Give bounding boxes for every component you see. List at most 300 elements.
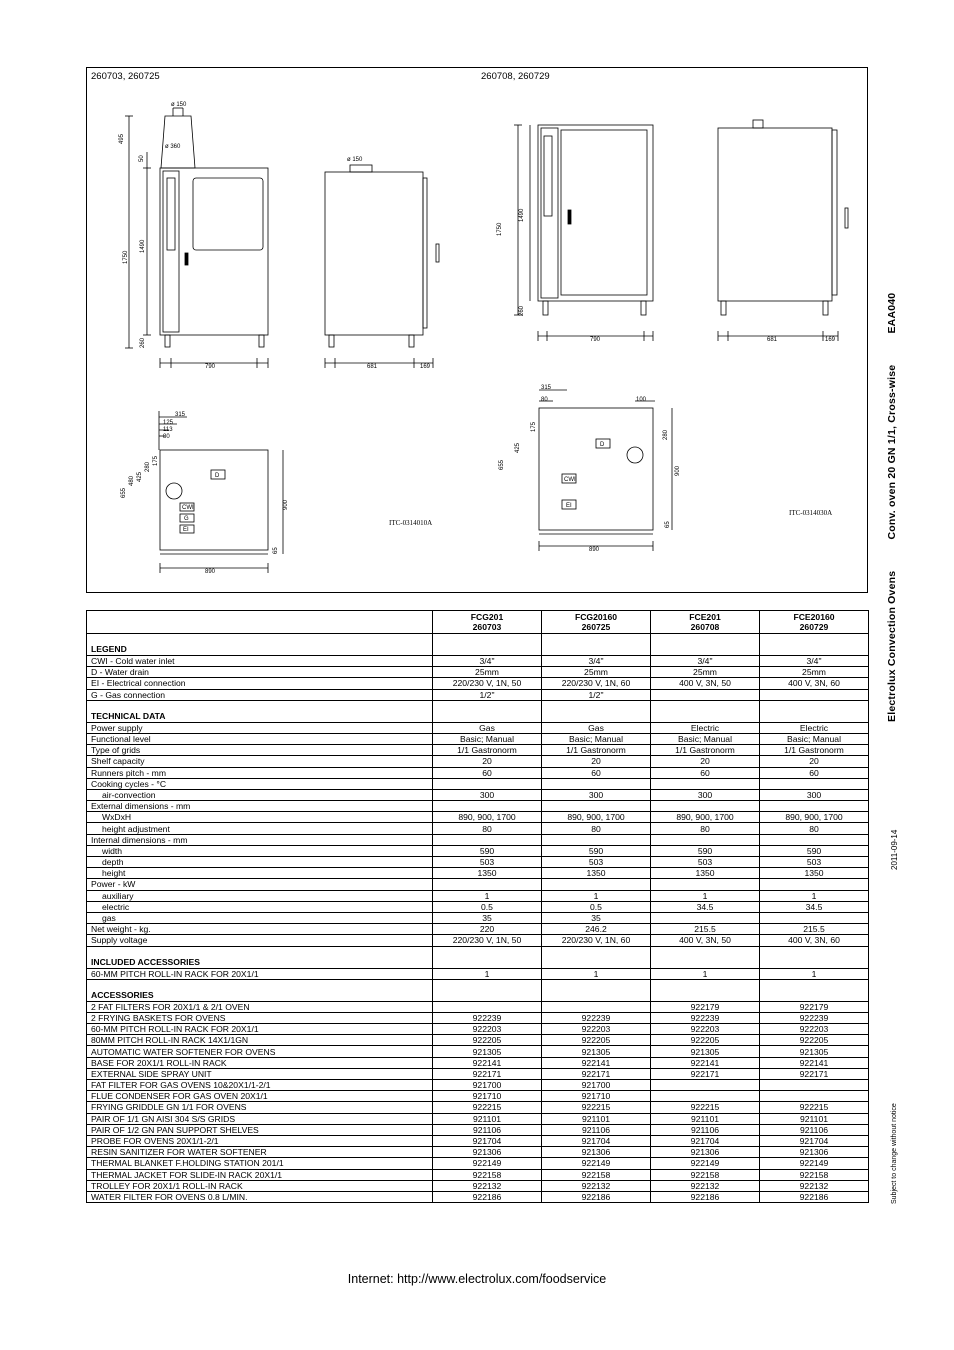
cell-value: 922179 (651, 1001, 760, 1012)
table-row (87, 1158, 869, 1169)
cell-value: 922186 (542, 1191, 651, 1202)
dim-655: 655 (121, 487, 127, 498)
cell-value (542, 801, 651, 812)
table-row (87, 901, 869, 912)
cell-value: 890, 900, 1700 (651, 812, 760, 823)
row-label: auxiliary (87, 890, 433, 901)
row-label: Cooking cycles - °C (87, 778, 433, 789)
cell-value: 1/1 Gastronorm (542, 745, 651, 756)
dim-flue-360: ø 360 (165, 144, 181, 150)
cell-value (651, 634, 760, 656)
cell-value: 503 (433, 857, 542, 868)
dim-r-65: 65 (665, 521, 671, 528)
dim-r-1750: 1750 (497, 222, 503, 236)
cell-value (760, 778, 869, 789)
cell-value (433, 634, 542, 656)
cell-value (651, 689, 760, 700)
cell-value: 1 (542, 890, 651, 901)
cell-value (433, 946, 542, 968)
cell-value: 922158 (760, 1169, 869, 1180)
header-model-1: FCG201 260703 (433, 611, 542, 634)
cell-value (760, 634, 869, 656)
dim-r-169: 169 (825, 337, 836, 343)
cell-value: 1350 (433, 868, 542, 879)
dim-65: 65 (273, 547, 279, 554)
cell-value: 921700 (542, 1080, 651, 1091)
cell-value (760, 1091, 869, 1102)
table-row (87, 890, 869, 901)
header-model-2: FCG20160 260725 (542, 611, 651, 634)
cell-value: 60 (651, 767, 760, 778)
cell-value: 922203 (651, 1024, 760, 1035)
row-label: width (87, 845, 433, 856)
cell-value: 0.5 (433, 901, 542, 912)
table-row (87, 1068, 869, 1079)
cell-value: 921306 (760, 1147, 869, 1158)
table-row (87, 1057, 869, 1068)
header-model-4: FCE20160 260729 (760, 611, 869, 634)
table-row (87, 823, 869, 834)
cell-value (651, 946, 760, 968)
cell-value: 80 (651, 823, 760, 834)
cell-value: 921305 (651, 1046, 760, 1057)
table-row (87, 789, 869, 800)
cell-value (433, 700, 542, 722)
left-top-view (159, 411, 283, 573)
side-title: Electrolux Convection Ovens Conv. oven 20 GN 1/1, Cross-wise EAA040 (886, 292, 898, 722)
section-label: LEGEND (87, 634, 433, 656)
cell-value: 922203 (542, 1024, 651, 1035)
cell-value: 921710 (542, 1091, 651, 1102)
cell-value: 922179 (760, 1001, 869, 1012)
cell-value: 246.2 (542, 924, 651, 935)
header-blank (87, 611, 433, 634)
dim-r-80: 80 (541, 397, 548, 403)
cell-value: 922186 (651, 1191, 760, 1202)
dim-r-1490: 1490 (519, 208, 525, 222)
cell-value (651, 879, 760, 890)
dim-r-681: 681 (767, 337, 778, 343)
row-label: WATER FILTER FOR OVENS 0.8 L/MIN. (87, 1191, 433, 1202)
dim-125: 125 (163, 420, 174, 426)
dim-1750: 1750 (123, 250, 129, 264)
cell-value: 922203 (433, 1024, 542, 1035)
cell-value (542, 946, 651, 968)
cell-value (542, 879, 651, 890)
cell-value: 922203 (760, 1024, 869, 1035)
cell-value: 922158 (542, 1169, 651, 1180)
drawing-ref-left: ITC-0314010A (389, 519, 433, 527)
side-date: 2011-09-14 (890, 829, 899, 870)
right-front-view (514, 125, 653, 341)
cell-value: 220/230 V, 1N, 60 (542, 678, 651, 689)
cell-value: 922171 (760, 1068, 869, 1079)
cell-value (760, 912, 869, 923)
drawing-ref-right: ITC-0314030A (789, 509, 833, 517)
cell-value: 80 (433, 823, 542, 834)
table-row (87, 767, 869, 778)
cell-value (760, 689, 869, 700)
row-label: BASE FOR 20X1/1 ROLL-IN RACK (87, 1057, 433, 1068)
cell-value (760, 1080, 869, 1091)
dim-280: 280 (145, 461, 151, 472)
table-row (87, 733, 869, 744)
cell-value: 3/4" (433, 656, 542, 667)
table-row (87, 1135, 869, 1146)
table-row (87, 778, 869, 789)
left-side-view (325, 165, 439, 368)
cell-value: 922239 (542, 1012, 651, 1023)
section-row (87, 946, 869, 968)
cell-value: 3/4" (760, 656, 869, 667)
cell-value: 921106 (651, 1124, 760, 1135)
table-row (87, 1046, 869, 1057)
dim-80: 80 (163, 434, 170, 440)
cell-value: 922149 (651, 1158, 760, 1169)
row-label: Runners pitch - mm (87, 767, 433, 778)
dim-r-100: 100 (636, 397, 647, 403)
cell-value: 1 (760, 968, 869, 979)
table-row (87, 879, 869, 890)
cell-value (651, 979, 760, 1001)
table-row (87, 1024, 869, 1035)
cell-value: 922132 (542, 1180, 651, 1191)
right-side-view (718, 120, 848, 341)
row-label: PROBE FOR OVENS 20X1/1-2/1 (87, 1135, 433, 1146)
table-row (87, 1113, 869, 1124)
cell-value: 922158 (433, 1169, 542, 1180)
cell-value: 921704 (651, 1135, 760, 1146)
cell-value: 80 (542, 823, 651, 834)
dim-r-900: 900 (675, 465, 681, 476)
cell-value: 922149 (760, 1158, 869, 1169)
table-row (87, 1091, 869, 1102)
table-row (87, 1035, 869, 1046)
cell-value: 590 (433, 845, 542, 856)
cell-value: 1 (433, 968, 542, 979)
cell-value: 922215 (651, 1102, 760, 1113)
cell-value: 35 (542, 912, 651, 923)
cell-value (433, 879, 542, 890)
cell-value: 922215 (542, 1102, 651, 1113)
cell-value: 921710 (433, 1091, 542, 1102)
row-label: PAIR OF 1/2 GN PAN SUPPORT SHELVES (87, 1124, 433, 1135)
cell-value (651, 834, 760, 845)
cell-value: Basic; Manual (651, 733, 760, 744)
spec-table (86, 610, 869, 1203)
table-row (87, 834, 869, 845)
cell-value: 921106 (760, 1124, 869, 1135)
cell-value (433, 801, 542, 812)
right-top-view (539, 390, 672, 551)
cell-value: 921305 (542, 1046, 651, 1057)
dim-495: 495 (119, 133, 125, 144)
dim-169: 169 (420, 364, 431, 370)
cell-value: 1/1 Gastronorm (433, 745, 542, 756)
row-label: External dimensions - mm (87, 801, 433, 812)
cell-value: 300 (433, 789, 542, 800)
cell-value (542, 778, 651, 789)
cell-value: 922205 (651, 1035, 760, 1046)
cell-value: 921305 (760, 1046, 869, 1057)
table-row (87, 1012, 869, 1023)
cell-value: 1/2" (433, 689, 542, 700)
cell-value: 25mm (760, 667, 869, 678)
cell-value: 3/4" (651, 656, 760, 667)
table-header-row (87, 611, 869, 634)
cell-value (433, 1001, 542, 1012)
cell-value: 922141 (760, 1057, 869, 1068)
cell-value: 220/230 V, 1N, 50 (433, 935, 542, 946)
row-label: TROLLEY FOR 20X1/1 ROLL-IN RACK (87, 1180, 433, 1191)
row-label: Internal dimensions - mm (87, 834, 433, 845)
cell-value: 922141 (542, 1057, 651, 1068)
cell-value (542, 634, 651, 656)
cell-value: Basic; Manual (542, 733, 651, 744)
cell-value: 220 (433, 924, 542, 935)
cell-value: 34.5 (760, 901, 869, 912)
cell-value: 60 (433, 767, 542, 778)
row-label: 2 FRYING BASKETS FOR OVENS (87, 1012, 433, 1023)
cell-value (542, 1001, 651, 1012)
cell-value: 922215 (760, 1102, 869, 1113)
cell-value: 400 V, 3N, 50 (651, 678, 760, 689)
cell-value: 0.5 (542, 901, 651, 912)
cell-value: 20 (651, 756, 760, 767)
dim-890: 890 (205, 569, 216, 575)
conn-ei-left: EI (183, 527, 189, 533)
table-row (87, 1080, 869, 1091)
row-label: Supply voltage (87, 935, 433, 946)
spec-table-body (87, 634, 869, 1203)
cell-value: 215.5 (760, 924, 869, 935)
cell-value: 220/230 V, 1N, 50 (433, 678, 542, 689)
dim-900: 900 (283, 499, 289, 510)
cell-value: 1 (651, 890, 760, 901)
cell-value: 60 (542, 767, 651, 778)
cell-value: 300 (542, 789, 651, 800)
row-label: depth (87, 857, 433, 868)
cell-value: 503 (542, 857, 651, 868)
table-row (87, 845, 869, 856)
conn-d-left: D (215, 473, 220, 479)
dim-50: 50 (139, 155, 145, 162)
cell-value: 922186 (760, 1191, 869, 1202)
row-label: EXTERNAL SIDE SPRAY UNIT (87, 1068, 433, 1079)
dim-side-150: ø 150 (347, 157, 363, 163)
cell-value (433, 778, 542, 789)
dim-175: 175 (153, 455, 159, 466)
cell-value (542, 834, 651, 845)
row-label: electric (87, 901, 433, 912)
cell-value: 921306 (542, 1147, 651, 1158)
cell-value: Basic; Manual (433, 733, 542, 744)
section-row (87, 700, 869, 722)
cell-value: 1 (651, 968, 760, 979)
row-label: FAT FILTER FOR GAS OVENS 10&20X1/1-2/1 (87, 1080, 433, 1091)
cell-value: 922171 (542, 1068, 651, 1079)
row-label: Net weight - kg. (87, 924, 433, 935)
cell-value: 1350 (760, 868, 869, 879)
footer-url: Internet: http://www.electrolux.com/foodservice (347, 1272, 607, 1286)
dim-425: 425 (137, 471, 143, 482)
cell-value (760, 801, 869, 812)
cell-value: 590 (760, 845, 869, 856)
section-label: INCLUDED ACCESSORIES (87, 946, 433, 968)
cell-value: 400 V, 3N, 60 (760, 678, 869, 689)
cell-value: 921101 (760, 1113, 869, 1124)
cell-value: 922239 (651, 1012, 760, 1023)
dim-790: 790 (205, 364, 216, 370)
cell-value: 400 V, 3N, 50 (651, 935, 760, 946)
cell-value: Gas (433, 722, 542, 733)
cell-value: 3/4" (542, 656, 651, 667)
cell-value (651, 778, 760, 789)
conn-g-left: G (184, 516, 189, 522)
cell-value (651, 1091, 760, 1102)
cell-value: 922205 (760, 1035, 869, 1046)
dim-r-260: 260 (519, 305, 525, 316)
row-label: CWI - Cold water inlet (87, 656, 433, 667)
dim-r-655: 655 (499, 459, 505, 470)
table-row (87, 935, 869, 946)
cell-value: 1350 (542, 868, 651, 879)
cell-value: 400 V, 3N, 60 (760, 935, 869, 946)
row-label: WxDxH (87, 812, 433, 823)
row-label: gas (87, 912, 433, 923)
dim-r-280: 280 (663, 429, 669, 440)
cell-value: 220/230 V, 1N, 60 (542, 935, 651, 946)
table-row (87, 756, 869, 767)
left-model-codes: 260703, 260725 (91, 71, 160, 82)
cell-value: 890, 900, 1700 (760, 812, 869, 823)
cell-value: 921106 (542, 1124, 651, 1135)
table-row (87, 722, 869, 733)
table-row (87, 801, 869, 812)
cell-value: Electric (760, 722, 869, 733)
cell-value (760, 946, 869, 968)
section-row (87, 979, 869, 1001)
cell-value: 25mm (651, 667, 760, 678)
table-row (87, 912, 869, 923)
cell-value: 921704 (433, 1135, 542, 1146)
cell-value (651, 912, 760, 923)
table-row (87, 656, 869, 667)
cell-value: 922171 (651, 1068, 760, 1079)
table-row (87, 1180, 869, 1191)
cell-value: 922215 (433, 1102, 542, 1113)
cell-value: 922186 (433, 1191, 542, 1202)
table-row (87, 1191, 869, 1202)
cell-value: 25mm (433, 667, 542, 678)
cell-value: 1/1 Gastronorm (651, 745, 760, 756)
row-label: 60-MM PITCH ROLL-IN RACK FOR 20X1/1 (87, 1024, 433, 1035)
row-label: 60-MM PITCH ROLL-IN RACK FOR 20X1/1 (87, 968, 433, 979)
row-label: height (87, 868, 433, 879)
dim-flue-150: ø 150 (171, 102, 187, 108)
cell-value: 922158 (651, 1169, 760, 1180)
cell-value: 921101 (433, 1113, 542, 1124)
cell-value: 922239 (760, 1012, 869, 1023)
cell-value: 921306 (433, 1147, 542, 1158)
dim-r-425: 425 (515, 442, 521, 453)
row-label: height adjustment (87, 823, 433, 834)
section-label: ACCESSORIES (87, 979, 433, 1001)
table-row (87, 667, 869, 678)
row-label: G - Gas connection (87, 689, 433, 700)
cell-value: 921306 (651, 1147, 760, 1158)
cell-value: 503 (651, 857, 760, 868)
cell-value: 922132 (433, 1180, 542, 1191)
table-row (87, 1124, 869, 1135)
cell-value: 20 (433, 756, 542, 767)
cell-value (760, 979, 869, 1001)
row-label: PAIR OF 1/1 GN AISI 304 S/S GRIDS (87, 1113, 433, 1124)
cell-value (760, 834, 869, 845)
dim-315: 315 (175, 412, 186, 418)
row-label: FLUE CONDENSER FOR GAS OVEN 20X1/1 (87, 1091, 433, 1102)
cell-value: 1 (760, 890, 869, 901)
table-row (87, 868, 869, 879)
dim-260: 260 (140, 337, 146, 348)
cell-value (651, 1080, 760, 1091)
conn-cwi-right: CWI (564, 477, 576, 483)
conn-ei-right: EI (566, 503, 572, 509)
dim-681: 681 (367, 364, 378, 370)
left-front-view (125, 108, 268, 368)
table-row (87, 1102, 869, 1113)
table-row (87, 745, 869, 756)
cell-value (651, 700, 760, 722)
cell-value: 922141 (433, 1057, 542, 1068)
cell-value: Electric (651, 722, 760, 733)
row-label: 80MM PITCH ROLL-IN RACK 14X1/1GN (87, 1035, 433, 1046)
row-label: Shelf capacity (87, 756, 433, 767)
cell-value (542, 979, 651, 1001)
cell-value: 922239 (433, 1012, 542, 1023)
cell-value: 300 (651, 789, 760, 800)
side-note: Subject to change without notice (891, 1103, 898, 1204)
table-row (87, 1001, 869, 1012)
cell-value: 1/2" (542, 689, 651, 700)
cell-value: 80 (760, 823, 869, 834)
cell-value: 34.5 (651, 901, 760, 912)
row-label: 2 FAT FILTERS FOR 20X1/1 & 2/1 OVEN (87, 1001, 433, 1012)
cell-value: 921704 (542, 1135, 651, 1146)
row-label: FRYING GRIDDLE GN 1/1 FOR OVENS (87, 1102, 433, 1113)
drawing-frame (86, 67, 868, 593)
row-label: Type of grids (87, 745, 433, 756)
table-row (87, 678, 869, 689)
cell-value: 922149 (433, 1158, 542, 1169)
cell-value: 20 (760, 756, 869, 767)
dim-r-175: 175 (531, 421, 537, 432)
table-row (87, 968, 869, 979)
cell-value: 922205 (542, 1035, 651, 1046)
cell-value: 1/1 Gastronorm (760, 745, 869, 756)
cell-value: Basic; Manual (760, 733, 869, 744)
dim-r-890: 890 (589, 547, 600, 553)
cell-value: 922149 (542, 1158, 651, 1169)
cell-value (760, 700, 869, 722)
cell-value: 60 (760, 767, 869, 778)
table-row (87, 812, 869, 823)
cell-value: 921704 (760, 1135, 869, 1146)
cell-value: 300 (760, 789, 869, 800)
conn-cwi-left: CWI (182, 505, 194, 511)
cell-value (651, 801, 760, 812)
cell-value: 1 (433, 890, 542, 901)
